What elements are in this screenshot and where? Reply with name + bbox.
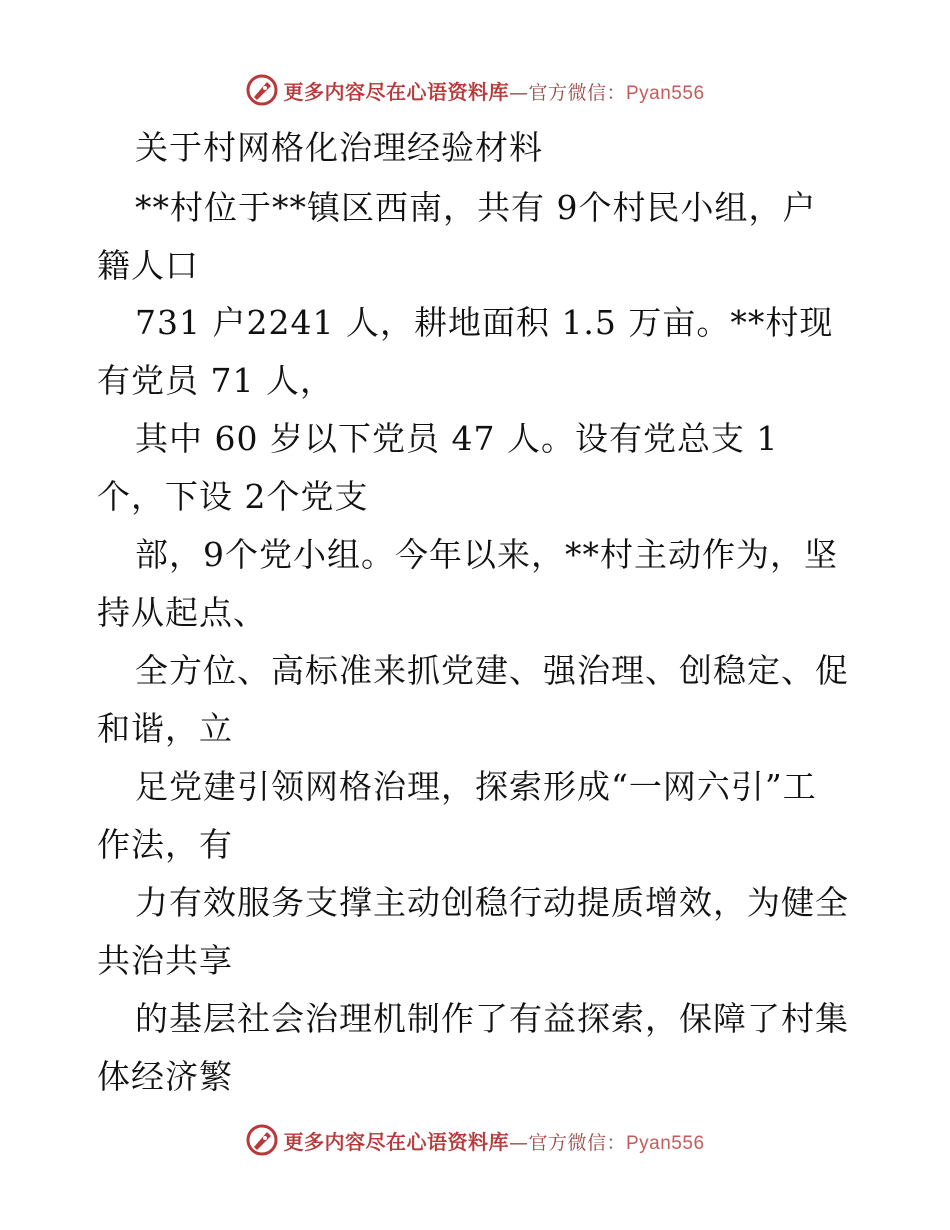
text-line: 籍人口 — [97, 246, 199, 285]
text-line: 共治共享 — [97, 941, 233, 980]
footer-banner-main: 更多内容尽在心语资料库 — [283, 1129, 509, 1154]
text-line: 力有效服务支撑主动创稳行动提质增效，为健全 — [135, 883, 849, 922]
footer-banner-text — [283, 1126, 704, 1155]
text-line: 体经济繁 — [97, 1057, 233, 1096]
text-line: 有党员 71 人， — [97, 361, 334, 400]
pen-nib-logo-icon — [245, 73, 279, 107]
text-line: 其中 60 岁以下党员 47 人。设有党总支 1 — [135, 419, 779, 458]
text-line: 和谐，立 — [97, 709, 233, 748]
text-line: 作法，有 — [97, 825, 233, 864]
text-line: 全方位、高标准来抓党建、强治理、创稳定、促 — [135, 651, 849, 690]
pen-nib-logo-icon — [245, 1123, 279, 1157]
text-line: 的基层社会治理机制作了有益探索，保障了村集 — [135, 999, 849, 1038]
text-line: 足党建引领网格治理，探索形成“一网六引”工 — [135, 767, 817, 806]
text-line: 持从起点、 — [97, 593, 267, 632]
footer-banner-sub: —官方微信： — [508, 1131, 626, 1154]
text-line: **村位于**镇区西南，共有 9个村民小组，户 — [135, 188, 817, 227]
text-line: 731 户2241 人，耕地面积 1.5 万亩。**村现 — [135, 303, 834, 342]
header-banner-text — [283, 76, 704, 105]
header-banner — [0, 70, 950, 110]
header-banner-sub: —官方微信： — [508, 81, 626, 104]
document-title: 关于村网格化治理经验材料 — [135, 128, 543, 167]
text-line: 个，下设 2个党支 — [97, 477, 369, 516]
header-banner-main: 更多内容尽在心语资料库 — [283, 79, 509, 104]
header-wechat-id: Pyan556 — [626, 82, 705, 104]
footer-wechat-id: Pyan556 — [626, 1132, 705, 1154]
text-line: 部，9个党小组。今年以来，**村主动作为，坚 — [135, 535, 838, 574]
footer-banner — [0, 1120, 950, 1160]
